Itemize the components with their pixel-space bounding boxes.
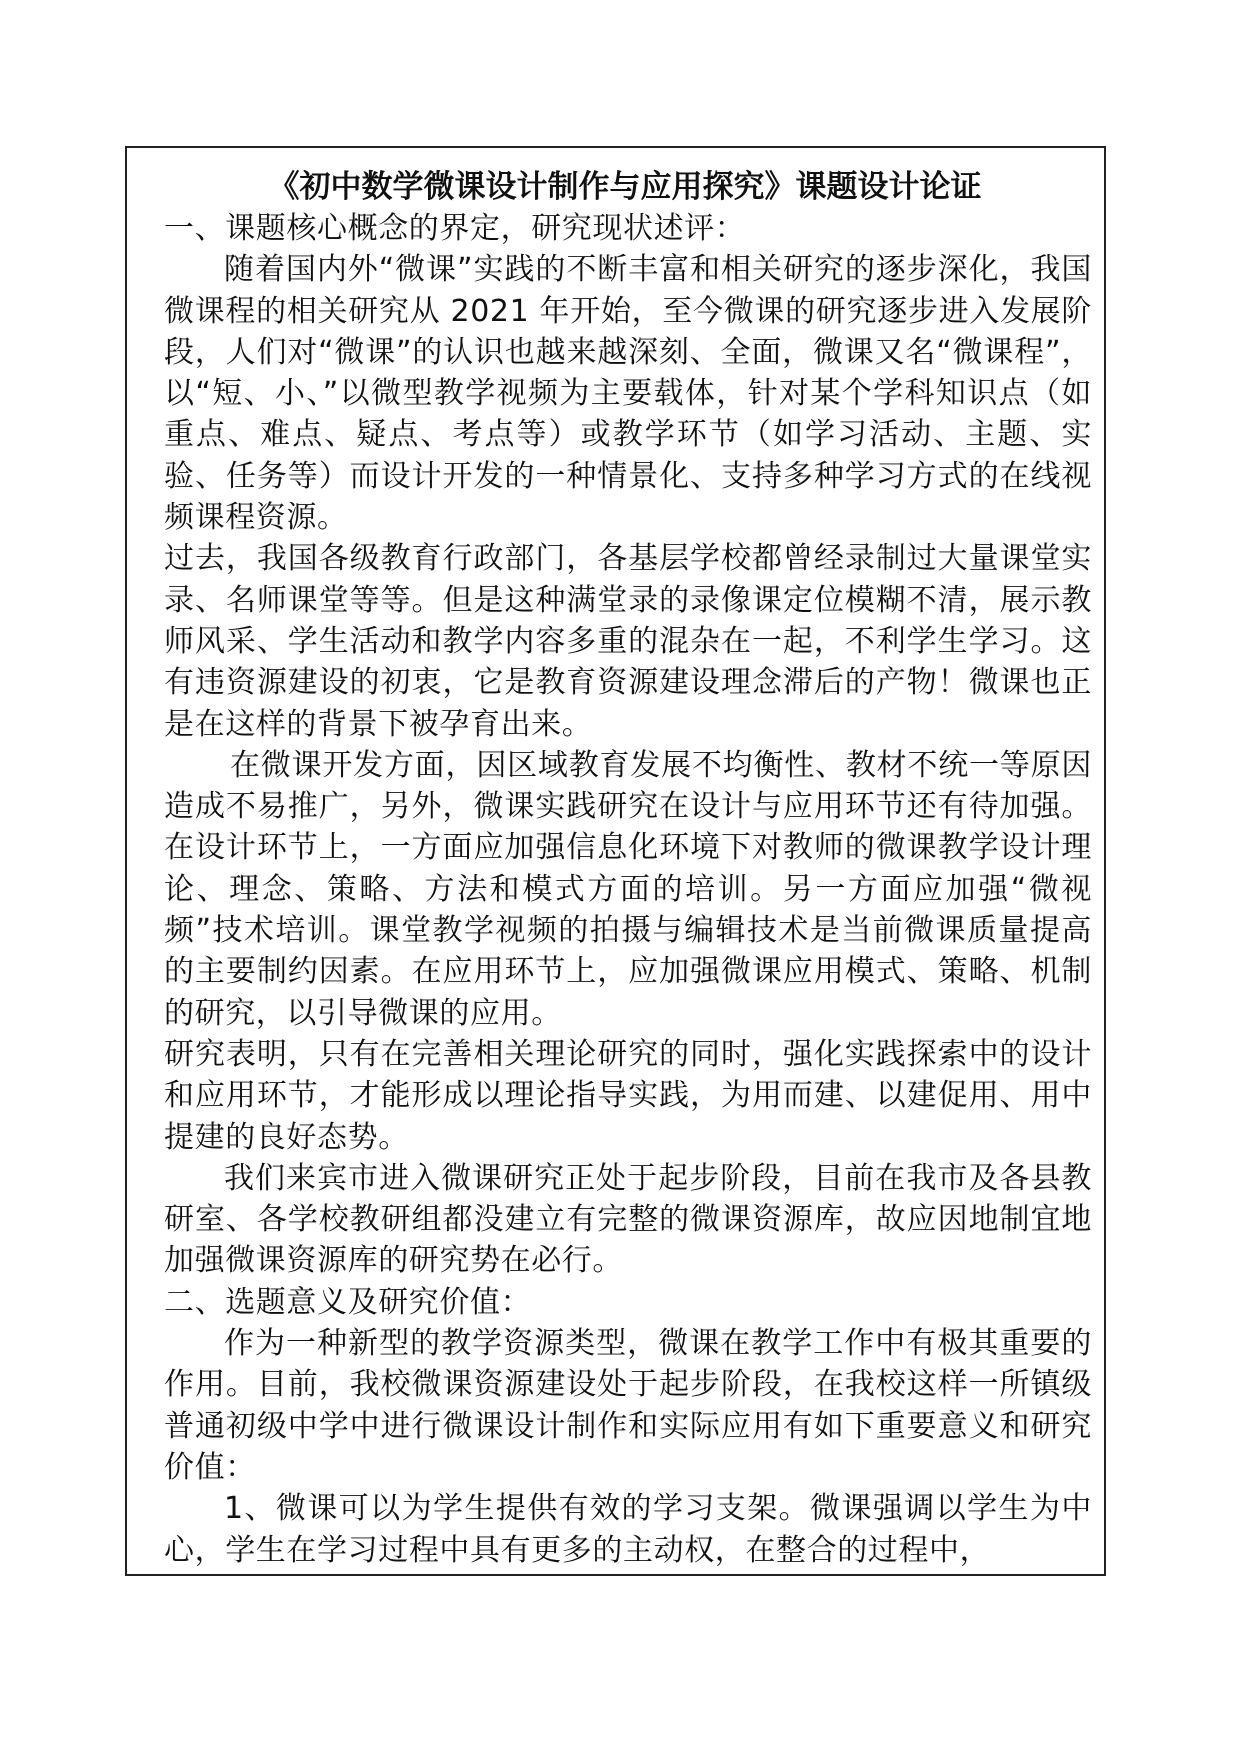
- paragraph: 在微课开发方面，因区域教育发展不均衡性、教材不统一等原因造成不易推广，另外，微课实践研究在设计与应用环节还有待加强。在设计环节上，一方面应加强信息化环境下对教师的微课教学设计理论、理念、策略、方法和模式方面的培训。另一方面应加强“微视频”技术培训。课堂教学视频的拍摄与编辑技术是当前微课质量提高的主要制约因素。在应用环节上，应加强微课应用模式、策略、机制的研究，以引导微课的应用。: [164, 747, 1092, 1031]
- document-body: [164, 166, 1092, 1571]
- paragraph: 作为一种新型的教学资源类型，微课在教学工作中有极其重要的作用。目前，我校微课资源建设处于起步阶段，在我校这样一所镇级普通初级中学中进行微课设计制作和实际应用有如下重要意义和研究价值：: [164, 1326, 1092, 1485]
- section-heading-1: 一、课题核心概念的界定，研究现状述评：: [164, 211, 746, 246]
- document-title: 《初中数学微课设计制作与应用探究》课题设计论证: [268, 169, 982, 205]
- paragraph: 随着国内外“微课”实践的不断丰富和相关研究的逐步深化，我国微课程的相关研究从 2021 年开始，至今微课的研究逐步进入发展阶段，人们对“微课”的认识也越来越深刻、全面，微课又名“微课程”，以“短、小、”以微型教学视频为主要载体，针对某个学科知识点（如重点、难点、疑点、考点等）或教学环节（如学习活动、主题、实验、任务等）而设计开发的一种情景化、支持多种学习方式的在线视频课程资源。: [164, 252, 1092, 536]
- paragraph: 我们来宾市进入微课研究正处于起步阶段，目前在我市及各县教研室、各学校教研组都没建立有完整的微课资源库，故应因地制宜地加强微课资源库的研究势在必行。: [164, 1160, 1092, 1279]
- paragraph: 过去，我国各级教育行政部门，各基层学校都曾经录制过大量课堂实录、名师课堂等等。但是这种满堂录的录像课定位模糊不清，展示教师风采、学生活动和教学内容多重的混杂在一起，不利学生学习。这有违资源建设的初衷，它是教育资源建设理念滞后的产物！微课也正是在这样的背景下被孕育出来。: [164, 541, 1092, 742]
- document-frame: [125, 146, 1106, 1576]
- section-heading-2: 二、选题意义及研究价值：: [164, 1284, 532, 1320]
- paragraph: 1、微课可以为学生提供有效的学习支架。微课强调以学生为中心，学生在学习过程中具有更多的主动权，在整合的过程中，: [164, 1491, 1092, 1568]
- paragraph: 研究表明，只有在完善相关理论研究的同时，强化实践探索中的设计和应用环节，才能形成以理论指导实践，为用而建、以建促用、用中提建的良好态势。: [164, 1036, 1092, 1155]
